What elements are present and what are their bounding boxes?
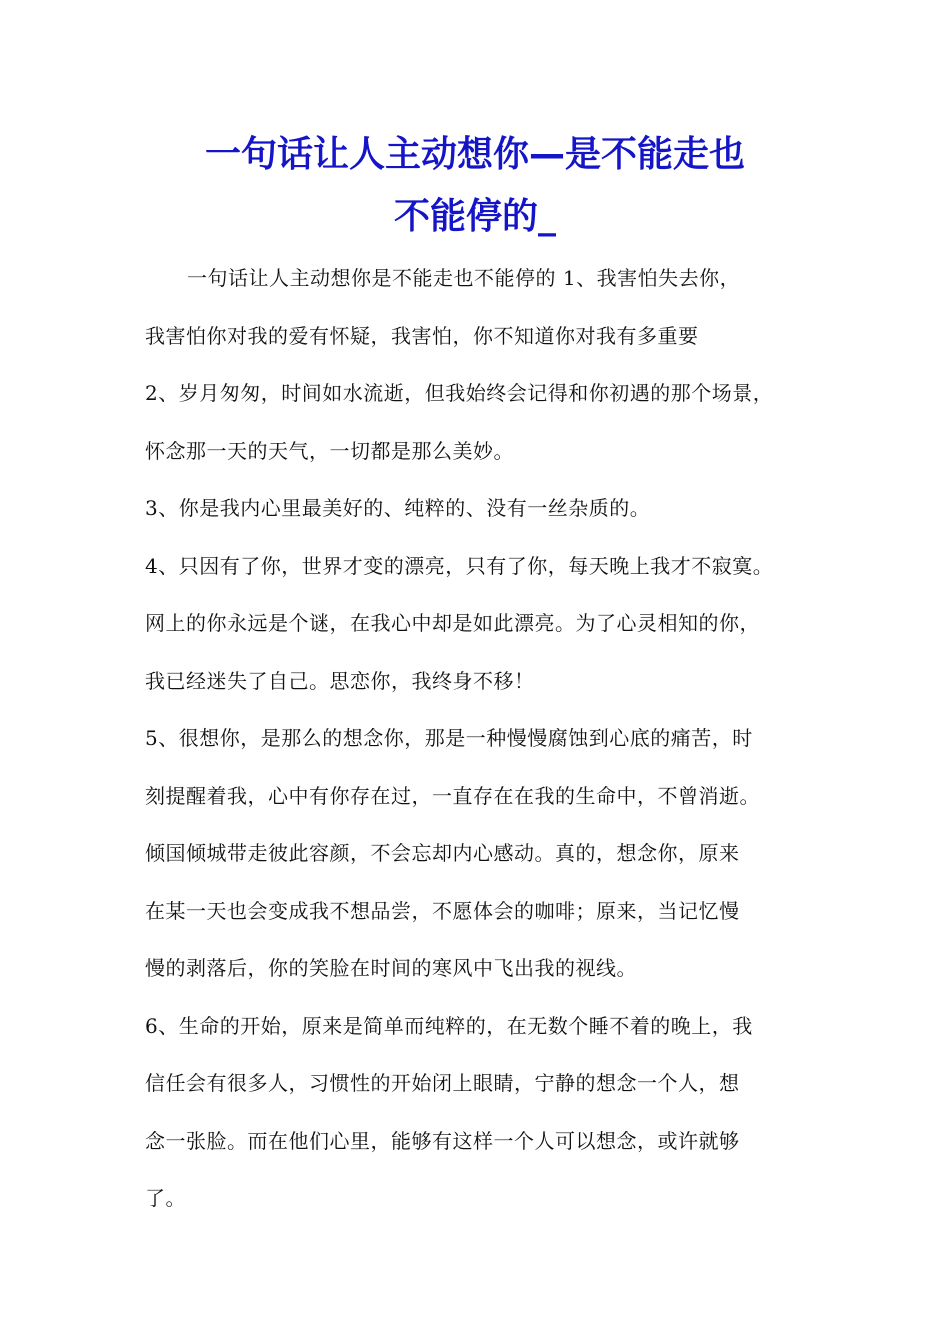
paragraph-line: 3、你是我内心里最美好的、纯粹的、没有一丝杂质的。: [145, 496, 651, 520]
title-line-2: 不能停的_: [393, 196, 556, 237]
paragraph-line: 我已经迷失了自己。思恋你，我终身不移！: [145, 668, 535, 693]
paragraph-line: 信任会有很多人，习惯性的开始闭上眼睛，宁静的想念一个人，想: [145, 1071, 740, 1095]
paragraph-line: 2、岁月匆匆，时间如水流逝，但我始终会记得和你初遇的那个场景，: [145, 381, 774, 405]
paragraph-line: 我害怕你对我的爱有怀疑，我害怕，你不知道你对我有多重要: [145, 323, 699, 348]
paragraph-line: 倾国倾城带走彼此容颜，不会忘却内心感动。真的，想念你，原来: [145, 841, 740, 865]
paragraph-line: 了。: [145, 1186, 186, 1210]
paragraph-line: 念一张脸。而在他们心里，能够有这样一个人可以想念，或许就够: [145, 1128, 740, 1153]
paragraph-line: 5、很想你，是那么的想念你，那是一种慢慢腐蚀到心底的痛苦，时: [145, 726, 753, 750]
paragraph-line: 怀念那一天的天气，一切都是那么美妙。: [145, 438, 514, 463]
paragraph-line: 一句话让人主动想你是不能走也不能停的 1、我害怕失去你，: [187, 266, 741, 290]
body-text: [145, 254, 825, 1232]
paragraph-line: 在某一天也会变成我不想品尝，不愿体会的咖啡；原来，当记忆慢: [145, 898, 740, 923]
paragraph-line: 慢的剥落后，你的笑脸在时间的寒风中飞出我的视线。: [145, 956, 637, 980]
paragraph-line: 4、只因有了你，世界才变的漂亮，只有了你，每天晚上我才不寂寞。: [145, 553, 774, 578]
title-line-1: 一句话让人主动想你—是不能走也: [204, 134, 745, 175]
paragraph-line: 刻提醒着我，心中有你存在过，一直存在在我的生命中，不曾消逝。: [145, 783, 760, 808]
paragraph-line: 网上的你永远是个谜，在我心中却是如此漂亮。为了心灵相知的你，: [145, 611, 760, 635]
page-title: [140, 124, 810, 248]
paragraph-line: 6、生命的开始，原来是简单而纯粹的，在无数个睡不着的晚上，我: [145, 1013, 753, 1038]
